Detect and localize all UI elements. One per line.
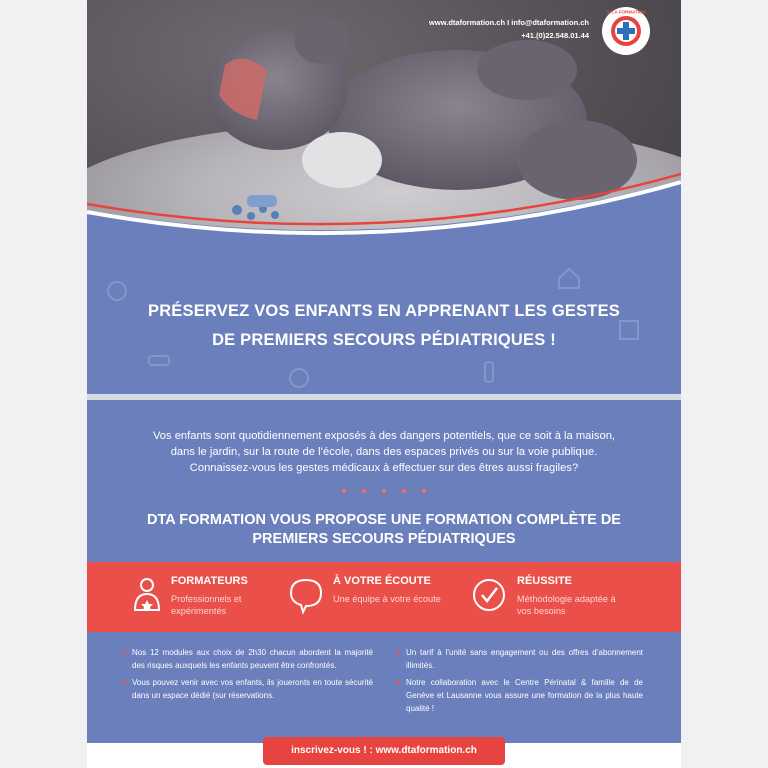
logo-text: D.T.A FORMATION [606, 9, 646, 15]
feature-title: À VOTRE ÉCOUTE [333, 575, 431, 587]
checkmark-icon [471, 576, 507, 616]
bullet-item: Nos 12 modules aux choix de 2h30 chacun abordent la majorité des risques auxquels les enfants peuvent être confrontés. [127, 646, 373, 672]
main-title-line2: DE PREMIERS SECOURS PÉDIATRIQUES ! [212, 331, 556, 349]
contact-phone[interactable]: +41.(0)22.548.01.44 [521, 31, 589, 40]
separator-dot [382, 489, 386, 493]
bullets-left [127, 646, 373, 706]
register-button[interactable]: inscrivez-vous ! : www.dtaformation.ch [263, 737, 505, 765]
intro-line3: Connaissez-vous les gestes médicaux à effectuer sur des êtres aussi fragiles? [189, 462, 579, 474]
feature-title: FORMATEURS [171, 575, 248, 587]
feature-description: Professionnels et expérimentés [171, 594, 242, 616]
background-bear-icon [105, 278, 129, 302]
background-face-icon [287, 366, 311, 390]
feature-title: RÉUSSITE [517, 575, 573, 587]
intro-line1: Vos enfants sont quotidiennement exposés à des dangers potentiels, que ce soit à la maison, [152, 430, 616, 442]
speech-bubble-icon [289, 576, 323, 616]
hero-photo [87, 0, 681, 262]
contact-web-email[interactable]: www.dtaformation.ch I info@dtaformation.ch [429, 18, 589, 27]
features-band [87, 562, 681, 632]
dta-formation-logo [601, 6, 651, 56]
background-bottle-icon [477, 360, 501, 384]
separator-dot [362, 489, 366, 493]
background-house-icon [557, 266, 581, 290]
offer-title-line2: PREMIERS SECOURS PÉDIATRIQUES [252, 531, 516, 547]
bullets-right [401, 646, 643, 719]
separator-dot [402, 489, 406, 493]
divider-strip [87, 394, 681, 400]
bullet-item: Notre collaboration avec le Centre Périnatal & famille de de Genève et Lausanne vous assure une formation de la plus haute qualité ! [401, 676, 643, 715]
offer-title-line1: DTA FORMATION VOUS PROPOSE UNE FORMATION COMPLÈTE DE [147, 512, 621, 528]
separator-dot [422, 489, 426, 493]
trainer-icon [131, 576, 163, 616]
main-title-line1: PRÉSERVEZ VOS ENFANTS EN APPRENANT LES GESTES [147, 302, 620, 320]
feature-description: Une équipe à votre écoute [333, 594, 441, 604]
title-band [87, 248, 681, 395]
background-car-icon [147, 348, 171, 372]
flyer [87, 0, 681, 768]
feature-description: Méthodologie adaptée à vos besoins [517, 594, 616, 616]
separator-dot [342, 489, 346, 493]
contact-info [429, 16, 589, 42]
intro-line2: dans le jardin, sur la route de l’école, dans des espaces privés ou sur la voie publique. [170, 446, 598, 458]
bullet-item: Vous pouvez venir avec vos enfants, ils joueronts en toute sécurité dans un espace dédié (sur réservations. [127, 676, 373, 702]
bullet-item: Un tarif à l’unité sans engagement ou des offres d’abonnement illimités. [401, 646, 643, 672]
